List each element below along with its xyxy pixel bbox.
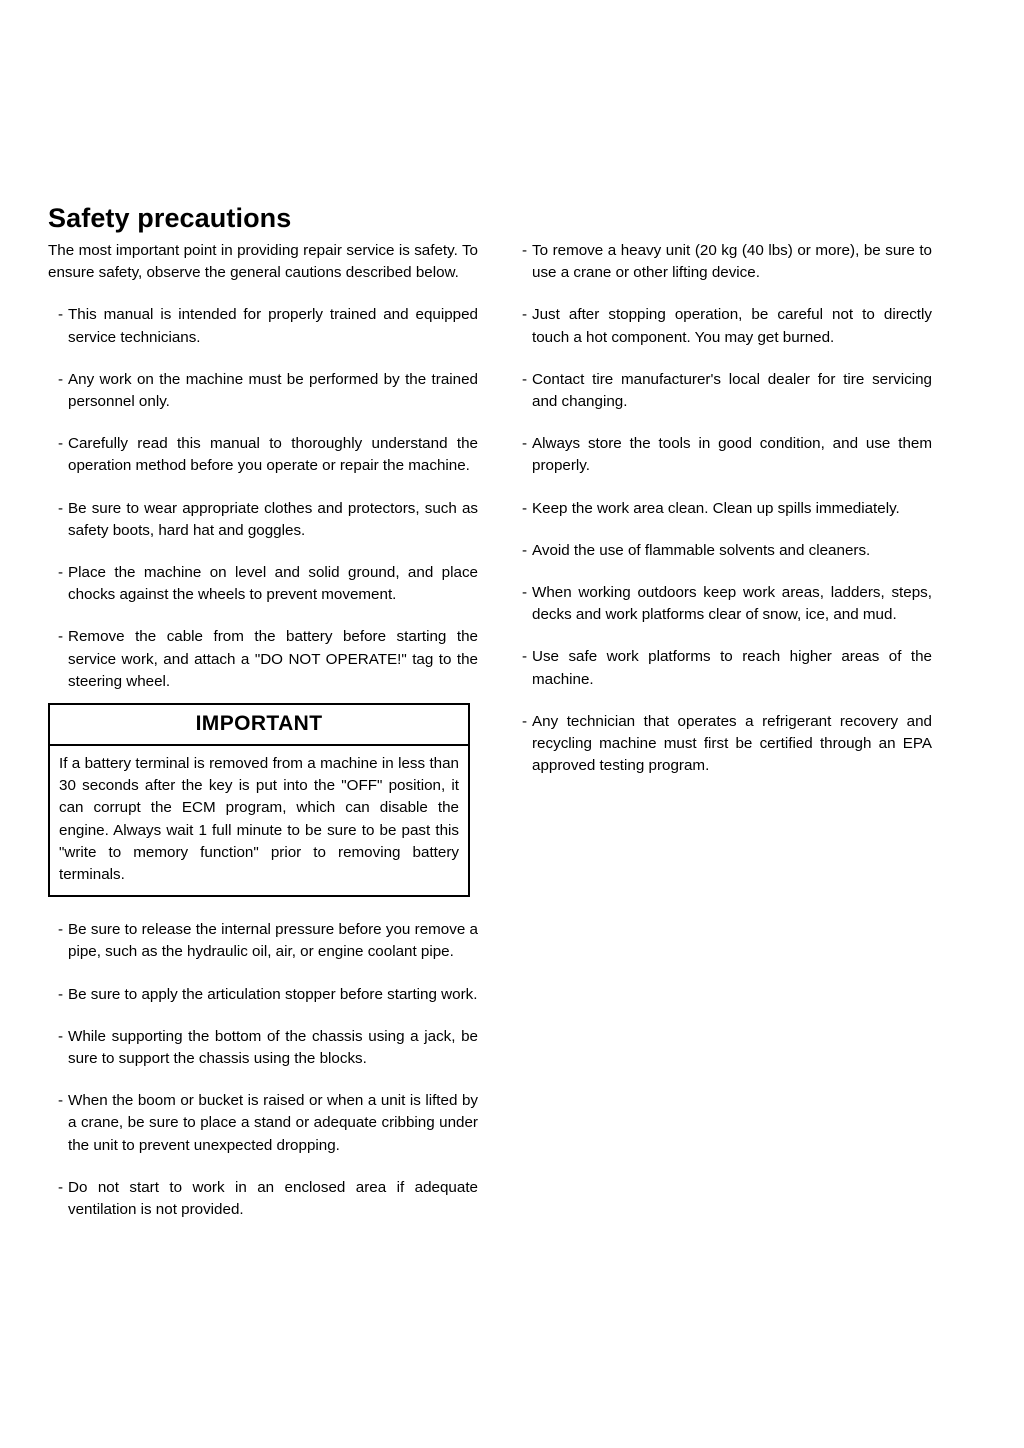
page-title: Safety precautions: [48, 203, 292, 234]
list-item: [512, 240, 932, 284]
list-item: [48, 433, 478, 477]
bullet-dash-icon: -: [58, 628, 64, 646]
list-item-text: Keep the work area clean. Clean up spills immediately.: [532, 499, 900, 517]
list-item: [512, 711, 932, 778]
list-item: [48, 626, 478, 693]
list-item: [512, 540, 932, 562]
important-callout-body: If a battery terminal is removed from a machine in less than 30 seconds after the key is put into the "OFF" position, it can corrupt the ECM program, which can disable the engine. Always wait 1 full minute to be sure to be past this "write to memory function" prior to removing battery terminals.: [59, 755, 459, 884]
list-item-text: Be sure to wear appropriate clothes and protectors, such as safety boots, hard hat and goggles.: [68, 499, 478, 539]
list-item: [512, 369, 932, 413]
bullet-dash-icon: -: [58, 1092, 64, 1110]
bullet-dash-icon: -: [58, 370, 64, 388]
bullet-dash-icon: -: [58, 1027, 64, 1045]
bullet-dash-icon: -: [58, 435, 64, 453]
list-item-text: When the boom or bucket is raised or when a unit is lifted by a crane, be sure to place a stand or adequate cribbing under the unit to prevent unexpected dropping.: [68, 1092, 478, 1154]
list-item: [48, 1177, 478, 1221]
list-item-text: Avoid the use of flammable solvents and cleaners.: [532, 541, 871, 559]
list-item-text: Any work on the machine must be performed by the trained personnel only.: [68, 370, 478, 411]
list-item-text: This manual is intended for properly trained and equipped service technicians.: [68, 306, 478, 346]
list-item: [48, 1026, 478, 1070]
list-item-text: Contact tire manufacturer's local dealer for tire servicing and changing.: [532, 370, 932, 411]
important-callout-title: IMPORTANT: [50, 705, 468, 746]
list-item: [48, 984, 478, 1006]
bullet-dash-icon: -: [58, 564, 64, 582]
bullet-dash-icon: -: [522, 648, 528, 666]
list-item-text: Do not start to work in an enclosed area if adequate ventilation is not provided.: [68, 1178, 478, 1219]
list-item-text: To remove a heavy unit (20 kg (40 lbs) or more), be sure to use a crane or other lifting device.: [532, 242, 932, 282]
list-item: [48, 1090, 478, 1157]
list-item: [48, 562, 478, 606]
list-item: [512, 582, 932, 626]
bullet-dash-icon: -: [58, 921, 64, 939]
list-item-text: Place the machine on level and solid ground, and place chocks against the wheels to prevent movement.: [68, 564, 478, 604]
bullet-dash-icon: -: [522, 306, 528, 324]
safety-list-left-top: [48, 304, 478, 693]
list-item-text: Remove the cable from the battery before starting the service work, and attach a "DO NOT OPERATE!" tag to the steering wheel.: [68, 628, 478, 690]
bullet-dash-icon: -: [58, 499, 64, 517]
bullet-dash-icon: -: [522, 499, 528, 517]
list-item: [512, 498, 932, 520]
list-item-text: Carefully read this manual to thoroughly understand the operation method before you operate or repair the machine.: [68, 435, 478, 475]
list-item-text: Be sure to apply the articulation stopper before starting work.: [68, 985, 478, 1003]
list-item-text: Any technician that operates a refrigerant recovery and recycling machine must first be certified through an EPA approved testing program.: [532, 712, 932, 775]
safety-list-left-bottom: [48, 919, 478, 1221]
safety-list-right: [512, 240, 932, 777]
bullet-dash-icon: -: [522, 370, 528, 388]
list-item: [48, 498, 478, 542]
list-item-text: Be sure to release the internal pressure before you remove a pipe, such as the hydraulic oil, air, or engine coolant pipe.: [68, 921, 478, 961]
important-callout-box: [48, 703, 470, 897]
list-item: [48, 919, 478, 963]
list-item: [48, 369, 478, 413]
list-item-text: While supporting the bottom of the chassis using a jack, be sure to support the chassis using the blocks.: [68, 1027, 478, 1068]
bullet-dash-icon: -: [522, 541, 528, 559]
bullet-dash-icon: -: [58, 1178, 64, 1196]
bullet-dash-icon: -: [58, 306, 64, 324]
intro-paragraph: The most important point in providing repair service is safety. To ensure safety, observe the general cautions described below.: [48, 242, 478, 282]
list-item-text: Always store the tools in good condition, and use them properly.: [532, 435, 932, 475]
bullet-dash-icon: -: [522, 584, 528, 602]
list-item-text: When working outdoors keep work areas, ladders, steps, decks and work platforms clear of snow, ice, and mud.: [532, 584, 932, 624]
bullet-dash-icon: -: [522, 435, 528, 453]
list-item: [512, 646, 932, 690]
left-column: [48, 240, 478, 1221]
list-item-text: Use safe work platforms to reach higher areas of the machine.: [532, 648, 932, 688]
list-item: [512, 433, 932, 477]
bullet-dash-icon: -: [522, 242, 528, 259]
list-item: [512, 304, 932, 348]
right-column: [512, 240, 932, 777]
list-item: [48, 304, 478, 348]
bullet-dash-icon: -: [522, 712, 528, 730]
bullet-dash-icon: -: [58, 985, 64, 1003]
list-item-text: Just after stopping operation, be careful not to directly touch a hot component. You may get burned.: [532, 306, 932, 346]
